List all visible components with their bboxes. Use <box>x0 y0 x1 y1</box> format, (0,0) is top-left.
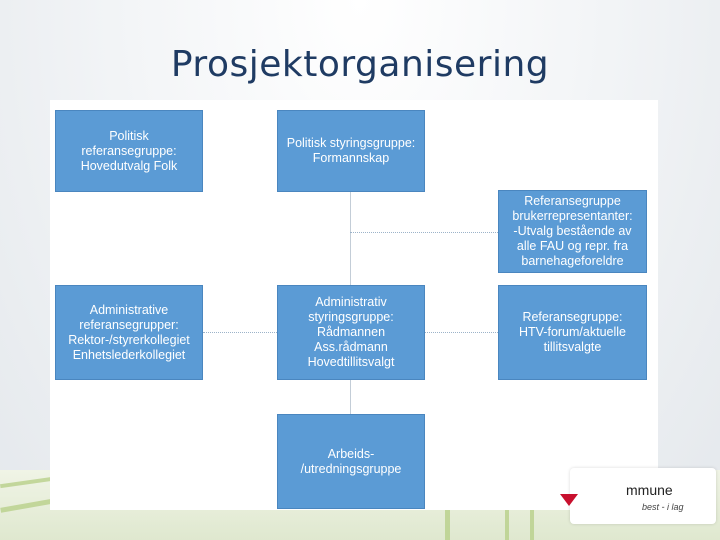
box-administrativ-styringsgruppe: Administrativ styringsgruppe: Rådmannen Ass.rådmann Hovedtillitsvalgt <box>277 285 425 380</box>
box-administrative-referansegrupper: Administrative referansegrupper: Rektor-/styrerkollegiet Enhetslederkollegiet <box>55 285 203 380</box>
connector-vertical <box>350 192 351 285</box>
municipality-logo <box>570 468 716 524</box>
logo-mark-icon <box>560 494 578 506</box>
box-referansegruppe-htv-forum: Referansegruppe: HTV-forum/aktuelle tillitsvalgte <box>498 285 647 380</box>
box-politisk-styringsgruppe: Politisk styringsgruppe: Formannskap <box>277 110 425 192</box>
logo-text: mmune <box>626 482 673 498</box>
box-politisk-referansegruppe: Politisk referansegruppe: Hovedutvalg Folk <box>55 110 203 192</box>
connector-vertical <box>350 380 351 414</box>
box-arbeids-utredningsgruppe: Arbeids- /utredningsgruppe <box>277 414 425 509</box>
connector-horizontal <box>350 232 498 233</box>
slide-title: Prosjektorganisering <box>170 44 550 85</box>
connector-horizontal <box>425 332 498 333</box>
box-referansegruppe-brukerrepresentanter: Referansegruppe brukerrepresentanter: -Utvalg bestående av alle FAU og repr. fra barnehageforeldre <box>498 190 647 273</box>
logo-tagline: best - i lag <box>642 502 684 512</box>
connector-horizontal <box>203 332 277 333</box>
